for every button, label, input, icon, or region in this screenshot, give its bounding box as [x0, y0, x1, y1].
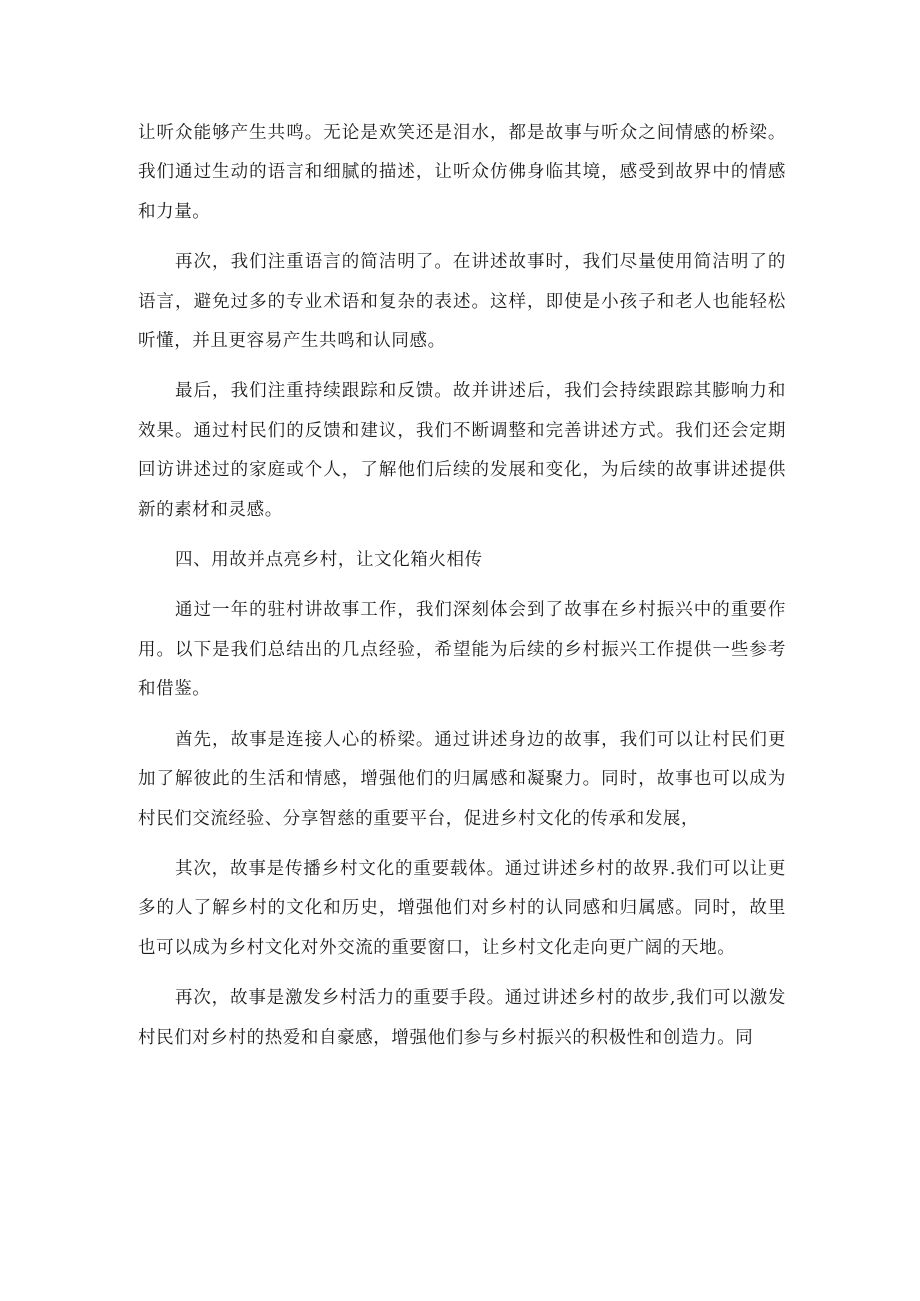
document-body	[138, 114, 786, 1069]
paragraph-language-concise: 再次，我们注重语言的简洁明了。在讲述故事时，我们尽量使用简洁明了的语言，避免过多的专业术语和复杂的表述。这样，即使是小孩子和老人也能轻松听懂，并且更容易产生共鸣和认同感。	[138, 252, 786, 352]
paragraph-third-point: 再次，故事是激发乡村活力的重要手段。通过讲述乡村的故步,我们可以激发村民们对乡村的热爱和自豪感，增强他们参与乡村振兴的积极性和创造力。同	[138, 988, 786, 1048]
paragraph-tracking-feedback: 最后，我们注重持续跟踪和反馈。故并讲述后，我们会持续跟踪其膨响力和效果。通过村民们的反馈和建议，我们不断调整和完善讲述方式。我们还会定期回访讲述过的家庭或个人，了解他们后续的发展和变化，为后续的故事讲述提供新的素材和灵感。	[138, 381, 786, 520]
paragraph-summary-intro: 通过一年的驻村讲故事工作，我们深刻体会到了故事在乡村振兴中的重要作用。以下是我们总结出的几点经验，希望能为后续的乡村振兴工作提供一些参考和借鉴。	[138, 600, 786, 700]
paragraph-first-point: 酋先，故事是连接人心的桥梁。通过讲述身边的故事，我们可以让村民们更加了解彼此的生活和情感，增强他们的归属感和凝聚力。同时，故事也可以成为村民们交流经验、分享智慈的重要平台，促进乡村文化的传承和发展，	[138, 729, 786, 829]
paragraph-continuation: 让听众能够产生共鸣。无论是欢笑还是泪水，都是故事与听众之间情感的桥梁。我们通过生动的语言和细腻的描述，让听众仿佛身临其境，感受到故界中的情感和力量。	[138, 123, 786, 222]
section-heading: 四、用故并点亮乡村，让文化箱火相传	[175, 550, 483, 571]
paragraph-second-point: 其次，故事是传播乡村文化的重要载体。通过讲述乡村的故界.我们可以让更多的人了解乡村的文化和历史，增强他们对乡村的认同感和归属感。同时，故里也可以成为乡村文化对外交流的重要窗口，让乡村文化走向更广阔的天地。	[138, 858, 786, 958]
